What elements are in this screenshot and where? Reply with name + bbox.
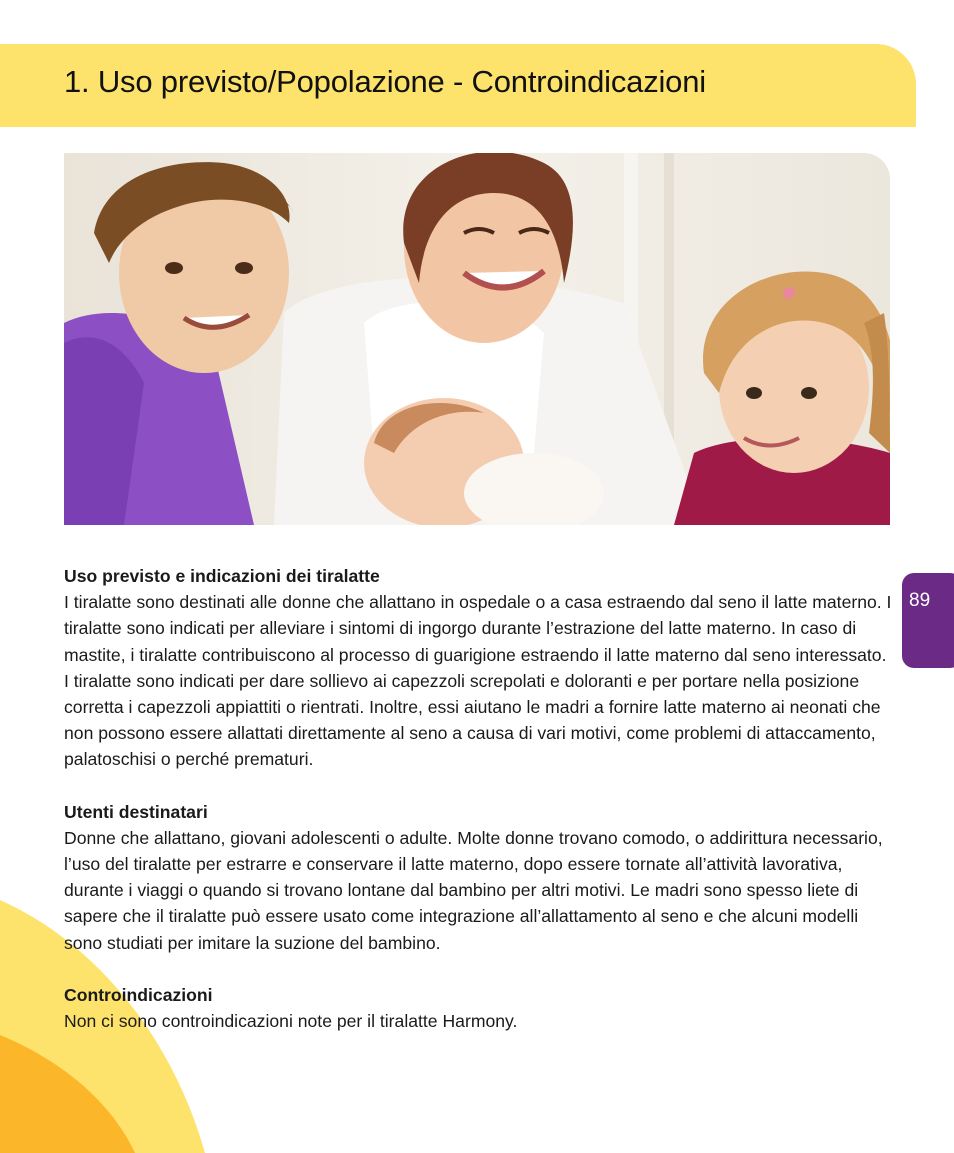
page-tab — [902, 573, 954, 668]
section-heading: Controindicazioni — [64, 984, 213, 1005]
section-body: Non ci sono controindicazioni note per il tiralatte Harmony. — [64, 1011, 518, 1032]
section-intended-users — [64, 799, 894, 956]
content-body — [64, 563, 894, 1060]
section-body: Donne che allattano, giovani adolescenti o adulte. Molte donne trovano comodo, o addirittura necessario, l’uso del tiralatte per estrarre e conservare il latte materno, dopo essere tornate all’attività lavorativa, durante i viaggi o quando si trovano lontane dal bambino per altri motivi. Le madri sono spesso liete di sapere che il tiralatte può essere usato come integrazione all’allattamento al seno e che alcuni modelli sono studiati per imitare la suzione del bambino. — [64, 827, 883, 953]
page-title: 1. Uso previsto/Popolazione - Controindicazioni — [64, 64, 706, 99]
section-intended-use — [64, 563, 894, 773]
section-heading: Utenti destinatari — [64, 801, 208, 822]
section-contraindications — [64, 982, 894, 1034]
section-body: I tiralatte sono destinati alle donne che allattano in ospedale o a casa estraendo dal seno il latte materno. I tiralatte sono indicati per alleviare i sintomi di ingorgo durante l’estrazione del latte materno. In caso di mastite, i tiralatte contribuiscono al processo di guarigione estraendo il latte materno dal seno interessato. I tiralatte sono indicati per dare sollievo ai capezzoli screpolati e doloranti e per portare nella posizione corretta i capezzoli appiattiti o rientrati. Inoltre, essi aiutano le madri a fornire latte materno ai neonati che non possono essere allattati direttamente al seno a causa di vari motivi, come problemi di attaccamento, palatoschisi o perché prematuri. — [64, 592, 892, 770]
section-heading: Uso previsto e indicazioni dei tiralatte — [64, 566, 380, 586]
family-photo — [64, 153, 890, 525]
page-number: 89 — [909, 590, 931, 611]
